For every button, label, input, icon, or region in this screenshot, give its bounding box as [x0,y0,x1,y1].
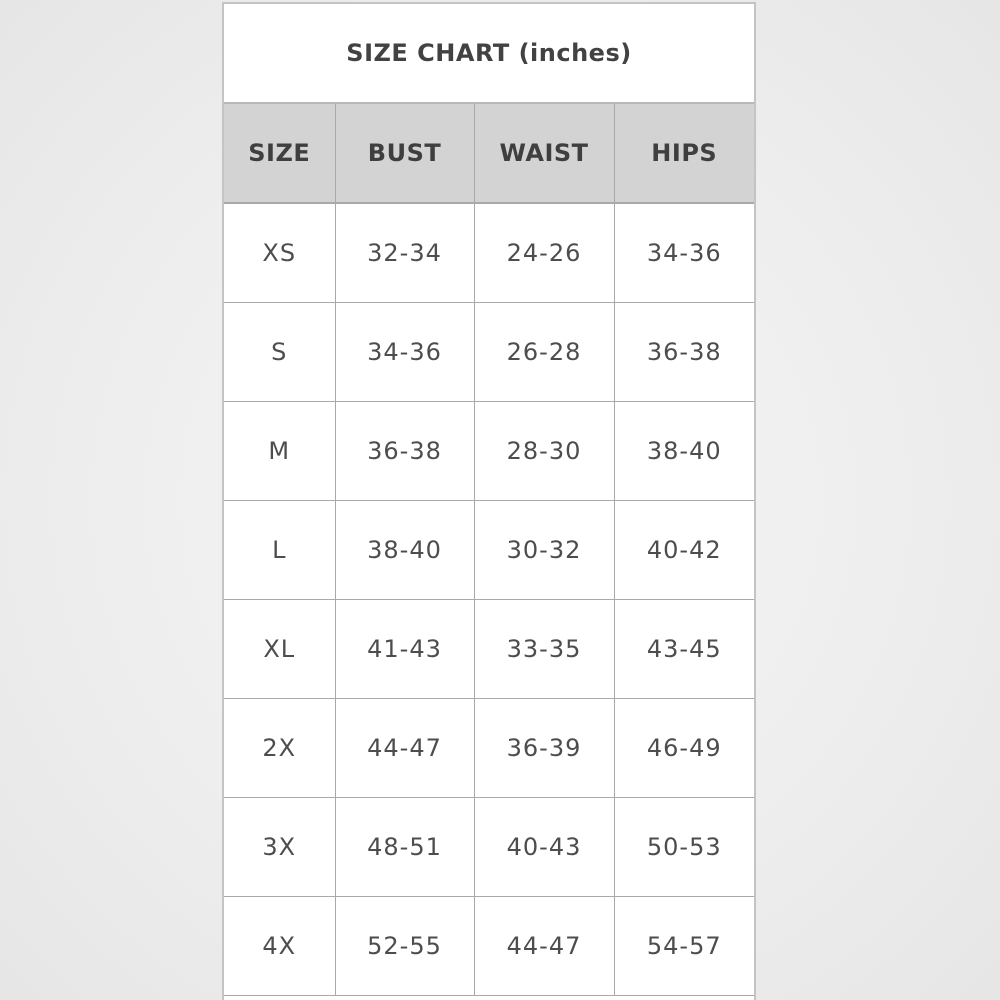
bust-cell: 44-47 [335,698,474,797]
size-chart [222,2,756,1000]
waist-cell: 40-43 [474,797,614,896]
bust-cell: 36-38 [335,401,474,500]
waist-cell: 28-30 [474,401,614,500]
header-bust: BUST [335,104,474,203]
header-row [224,104,754,203]
waist-cell: 30-32 [474,500,614,599]
header-waist: WAIST [474,104,614,203]
size-cell: 4X [224,896,335,995]
header-size: SIZE [224,104,335,203]
table-row [224,401,754,500]
hips-cell: 50-53 [614,797,754,896]
table-row [224,599,754,698]
hips-cell: 38-40 [614,401,754,500]
size-cell: 2X [224,698,335,797]
waist-cell: 33-35 [474,599,614,698]
size-cell: L [224,500,335,599]
bust-cell: 34-36 [335,302,474,401]
table-row [224,698,754,797]
bust-cell: 38-40 [335,500,474,599]
hips-cell: 46-49 [614,698,754,797]
waist-cell: 24-26 [474,203,614,302]
bust-cell: 41-43 [335,599,474,698]
waist-cell: 36-39 [474,698,614,797]
table-row [224,203,754,302]
size-cell: 3X [224,797,335,896]
bust-cell: 52-55 [335,896,474,995]
size-table [224,104,754,996]
table-row [224,500,754,599]
hips-cell: 34-36 [614,203,754,302]
size-cell: M [224,401,335,500]
table-row [224,797,754,896]
hips-cell: 36-38 [614,302,754,401]
hips-cell: 40-42 [614,500,754,599]
bust-cell: 32-34 [335,203,474,302]
header-hips: HIPS [614,104,754,203]
waist-cell: 44-47 [474,896,614,995]
size-cell: XL [224,599,335,698]
size-cell: XS [224,203,335,302]
table-row [224,302,754,401]
hips-cell: 43-45 [614,599,754,698]
waist-cell: 26-28 [474,302,614,401]
hips-cell: 54-57 [614,896,754,995]
size-cell: S [224,302,335,401]
bust-cell: 48-51 [335,797,474,896]
table-row [224,896,754,995]
chart-title: SIZE CHART (inches) [224,4,754,104]
